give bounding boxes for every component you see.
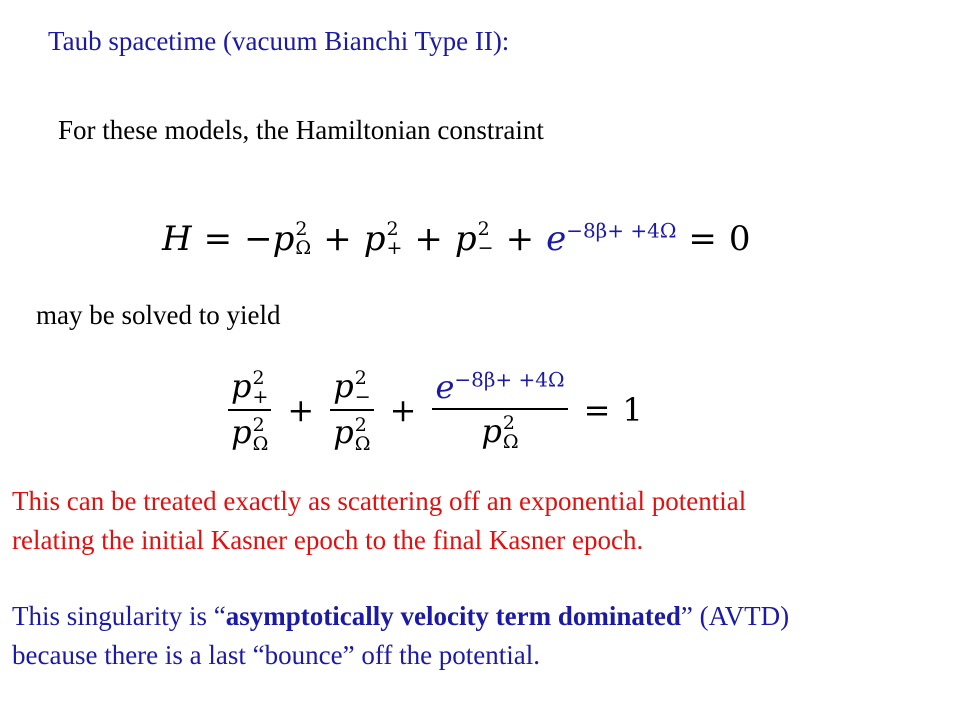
eq2-p-omega-c: p [481, 411, 502, 450]
eq1-plus-3: + [505, 219, 535, 259]
scattering-paragraph [12, 482, 746, 560]
eq1-p-minus: p [454, 219, 477, 259]
avtd-paragraph [12, 597, 789, 675]
eq2-sq-c: 2 [354, 367, 367, 389]
solved-text: may be solved to yield [36, 300, 281, 330]
eq1-sq-3: 2 [477, 218, 490, 240]
eq2-sq-b: 2 [252, 413, 265, 436]
eq1-p-plus: p [363, 219, 386, 259]
eq1-minus: − [244, 219, 273, 259]
eq1-e: e [546, 219, 567, 259]
slide-title: Taub spacetime (vacuum Bianchi Type II): [48, 26, 510, 56]
eq2-sq-e: 2 [502, 412, 515, 435]
eq1-exponent: −8β+ +4Ω [566, 218, 677, 243]
avtd-line-1-end: ” (AVTD) [680, 601, 790, 631]
eq1-plus-2: + [414, 219, 443, 259]
fraction-bar [228, 409, 271, 411]
eq1-minus-sub: − [477, 237, 494, 259]
eq2-minus-sub: − [354, 386, 371, 408]
eq2-sq-d: 2 [354, 413, 367, 436]
eq1-plus-sub: + [386, 237, 403, 259]
eq2-p-omega-a: p [231, 413, 252, 451]
frac-pplus-over-pomega [224, 367, 275, 454]
eq1-sq-2: 2 [386, 218, 399, 240]
scattering-line-2: relating the initial Kasner epoch to the final Kasner epoch. [12, 525, 644, 555]
eq1-H: H [162, 219, 192, 259]
scattering-line-1: This can be treated exactly as scattering off an exponential potential [12, 486, 747, 516]
eq2-p-minus: p [333, 366, 354, 405]
avtd-line-1 [12, 597, 789, 636]
eq1-omega-sub-1: Ω [295, 237, 312, 259]
eq2-p-omega-b: p [333, 413, 354, 451]
eq1-p-omega-indices [295, 220, 311, 258]
avtd-bold-phrase: asymptotically velocity term dominated [225, 601, 681, 631]
eq2-omega-c: Ω [502, 431, 519, 454]
eq2-sq-a: 2 [252, 367, 265, 389]
frac-pminus-over-pomega [326, 367, 377, 454]
eq1-p-omega: p [272, 219, 295, 259]
eq2-plus-sub: + [252, 386, 269, 408]
fraction-bar [330, 409, 373, 411]
eq1-equals-2: = [688, 219, 717, 259]
eq2-one: 1 [622, 391, 643, 429]
eq2-plus-2: + [389, 391, 417, 429]
eq1-p-minus-indices [478, 220, 494, 258]
eq2-plus-1: + [287, 391, 315, 429]
eq2-omega-a: Ω [252, 432, 269, 455]
eq1-equals: = [203, 219, 233, 259]
eq1-sq-1: 2 [295, 218, 308, 240]
intro-text: For these models, the Hamiltonian constraint [58, 115, 544, 145]
frac-exp-over-pomega [428, 368, 571, 453]
hamiltonian-constraint-equation [162, 204, 751, 274]
eq2-exponent: −8β+ +4Ω [454, 367, 565, 392]
eq2-p-plus: p [231, 366, 252, 405]
eq1-plus-1: + [323, 219, 352, 259]
eq2-omega-b: Ω [354, 432, 371, 455]
eq1-exponential-term [546, 219, 676, 259]
avtd-line-2: because there is a last “bounce” off the potential. [12, 640, 541, 670]
fraction-bar [432, 408, 567, 410]
eq2-e: e [435, 367, 455, 406]
avtd-line-1-start: This singularity is “ [12, 601, 226, 631]
eq1-p-plus-indices [386, 220, 402, 258]
eq2-equals: = [583, 391, 611, 429]
solved-constraint-equation [224, 360, 643, 460]
eq1-zero: 0 [728, 219, 751, 259]
